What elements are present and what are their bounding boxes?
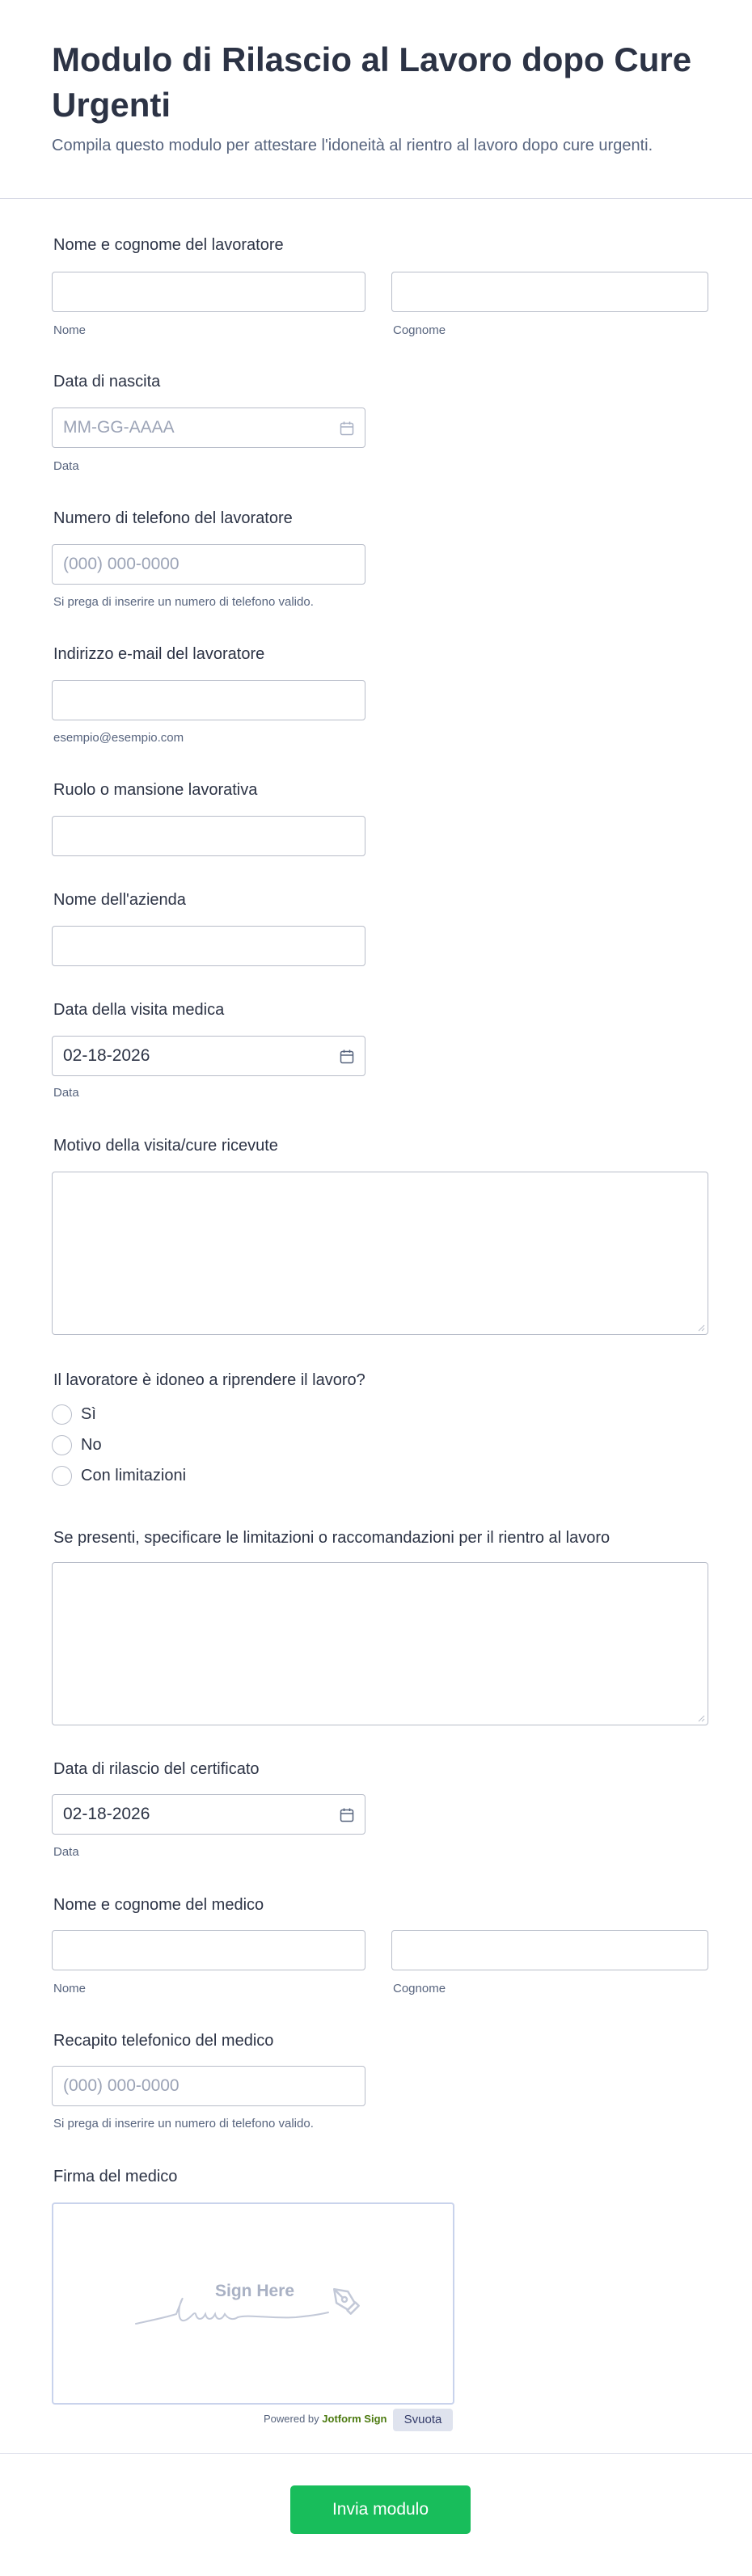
worker-last-name-sublabel: Cognome — [393, 323, 446, 337]
visit-reason-label: Motivo della visita/cure ricevute — [53, 1137, 278, 1155]
birth-date-label: Data di nascita — [53, 373, 161, 391]
limitations-textarea[interactable] — [52, 1562, 708, 1725]
release-date-label: Data di rilascio del certificato — [53, 1760, 260, 1778]
signature-label: Firma del medico — [53, 2168, 178, 2185]
radio-option-label: Sì — [81, 1404, 96, 1423]
powered-by-text — [264, 2413, 387, 2426]
release-date-sublabel: Data — [53, 1845, 79, 1859]
visit-date-sublabel: Data — [53, 1086, 79, 1100]
company-input[interactable] — [52, 926, 365, 966]
worker-email-sublabel: esempio@esempio.com — [53, 731, 184, 745]
pen-nib-icon — [327, 2282, 362, 2317]
calendar-icon[interactable] — [339, 1049, 355, 1065]
limitations-label: Se presenti, specificare le limitazioni o raccomandazioni per il rientro al lavoro — [53, 1529, 610, 1547]
calendar-icon[interactable] — [339, 1807, 355, 1823]
signature-pad[interactable] — [52, 2202, 454, 2405]
doctor-last-name-sublabel: Cognome — [393, 1982, 446, 1995]
form-title: Modulo di Rilascio al Lavoro dopo Cure Urgenti — [52, 40, 692, 124]
visit-date-input[interactable] — [52, 1036, 365, 1076]
worker-first-name-sublabel: Nome — [53, 323, 87, 337]
worker-phone-input[interactable] — [52, 544, 365, 585]
job-role-input[interactable] — [52, 816, 365, 856]
fit-to-work-label: Il lavoratore è idoneo a riprendere il lavoro? — [53, 1371, 365, 1389]
doctor-phone-input[interactable] — [52, 2066, 365, 2106]
resize-grip-icon[interactable] — [697, 1714, 705, 1722]
doctor-phone-sublabel: Si prega di inserire un numero di telefono valido. — [53, 2117, 314, 2130]
radio-option-with-limitations[interactable] — [52, 1464, 186, 1487]
submit-button[interactable]: Invia modulo — [290, 2485, 471, 2534]
radio-circle[interactable] — [52, 1466, 72, 1486]
doctor-first-name-sublabel: Nome — [53, 1982, 87, 1995]
birth-date-sublabel: Data — [53, 459, 79, 473]
radio-circle[interactable] — [52, 1435, 72, 1455]
radio-circle[interactable] — [52, 1404, 72, 1425]
visit-date-value: 02-18-2026 — [63, 1046, 150, 1065]
job-role-label: Ruolo o mansione lavorativa — [53, 781, 258, 799]
radio-option-no[interactable] — [52, 1434, 102, 1456]
radio-option-yes[interactable] — [52, 1403, 96, 1425]
worker-email-input[interactable] — [52, 680, 365, 720]
release-date-value: 02-18-2026 — [63, 1805, 150, 1823]
doctor-phone-placeholder: (000) 000-0000 — [63, 2076, 180, 2095]
jotform-sign-brand[interactable]: Jotform Sign — [322, 2413, 387, 2425]
radio-option-label: No — [81, 1435, 102, 1454]
worker-phone-sublabel: Si prega di inserire un numero di telefono valido. — [53, 595, 314, 609]
doctor-name-label: Nome e cognome del medico — [53, 1896, 264, 1914]
worker-name-label: Nome e cognome del lavoratore — [53, 236, 284, 254]
form-header — [0, 0, 752, 199]
footer-divider — [0, 2453, 752, 2454]
form-subtitle: Compila questo modulo per attestare l'idoneità al rientro al lavoro dopo cure urgenti. — [52, 137, 653, 154]
doctor-last-name-input[interactable] — [391, 1930, 708, 1970]
birth-date-placeholder: MM-GG-AAAA — [63, 418, 175, 437]
worker-first-name-input[interactable] — [52, 272, 365, 312]
worker-phone-placeholder: (000) 000-0000 — [63, 555, 180, 573]
visit-reason-textarea[interactable] — [52, 1172, 708, 1335]
worker-phone-label: Numero di telefono del lavoratore — [53, 509, 293, 527]
radio-option-label: Con limitazioni — [81, 1466, 187, 1484]
powered-by-label: Powered by — [264, 2413, 319, 2425]
worker-last-name-input[interactable] — [391, 272, 708, 312]
birth-date-input[interactable] — [52, 408, 365, 448]
release-date-input[interactable] — [52, 1794, 365, 1835]
doctor-first-name-input[interactable] — [52, 1930, 365, 1970]
calendar-icon[interactable] — [339, 420, 355, 437]
visit-date-label: Data della visita medica — [53, 1001, 225, 1019]
resize-grip-icon[interactable] — [697, 1324, 705, 1332]
doctor-phone-label: Recapito telefonico del medico — [53, 2032, 274, 2050]
sign-here-text: Sign Here — [215, 2282, 295, 2300]
company-label: Nome dell'azienda — [53, 891, 186, 909]
worker-email-label: Indirizzo e-mail del lavoratore — [53, 645, 265, 663]
clear-signature-button[interactable]: Svuota — [393, 2409, 453, 2431]
